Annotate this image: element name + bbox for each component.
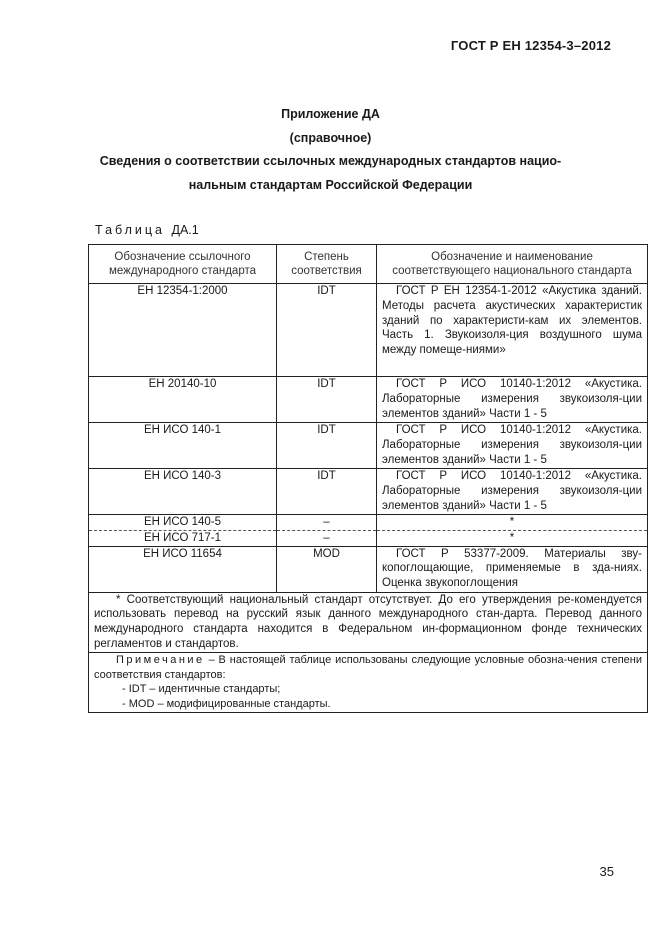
note-idt: - IDT – идентичные стандарты; (122, 683, 281, 696)
table-row (89, 546, 648, 592)
table-row (89, 469, 648, 515)
cell-ref: ЕН ИСО 140-3 (89, 469, 277, 515)
note-text: – В настоящей таблице использованы следующие условные обозна-чения степени соответствия стандартов: (94, 653, 642, 681)
table-note-row (89, 652, 648, 712)
cell-national: ГОСТ Р ЕН 12354-1-2012 «Акустика зданий. Методы расчета акустических характеристик зданий по характеристи-кам их элементов. Часть 1. Звукоизоля-ция воздушного шума между помеще-ниями» (377, 284, 648, 377)
cell-degree: – (277, 530, 377, 546)
appendix-heading-line-2: нальным стандартам Российской Федерации (188, 178, 473, 192)
cell-ref: ЕН 20140-10 (89, 377, 277, 423)
table-header-row (89, 245, 648, 284)
cell-degree: IDT (277, 469, 377, 515)
column-header-degree: Степень соответствия (277, 245, 377, 284)
cell-ref: ЕН ИСО 140-1 (89, 423, 277, 469)
note-mod: - MOD – модифицированные стандарты. (122, 698, 331, 711)
cell-national: * (377, 530, 648, 546)
table-label-number: ДА.1 (171, 223, 199, 237)
table-note (89, 652, 648, 712)
appendix-subtitle: (справочное) (289, 131, 372, 145)
cell-degree: IDT (277, 377, 377, 423)
cell-ref: ЕН ИСО 140-5 (89, 515, 277, 531)
table-label (95, 223, 199, 237)
column-header-national: Обозначение и наименование соответствующего национального стандарта (377, 245, 648, 284)
cell-national: ГОСТ Р ИСО 10140-1:2012 «Акустика. Лабораторные измерения звукоизоля-ции элементов зданий» Части 1 - 5 (377, 423, 648, 469)
appendix-title: Приложение ДА (281, 107, 380, 121)
cell-national: * (377, 515, 648, 531)
correspondence-table (88, 244, 648, 713)
cell-national: ГОСТ Р ИСО 10140-1:2012 «Акустика. Лабораторные измерения звукоизоля-ции элементов зданий» Части 1 - 5 (377, 377, 648, 423)
cell-ref: ЕН ИСО 717-1 (89, 530, 277, 546)
cell-national: ГОСТ Р ИСО 10140-1:2012 «Акустика. Лабораторные измерения звукоизоля-ции элементов зданий» Части 1 - 5 (377, 469, 648, 515)
cell-ref: ЕН 12354-1:2000 (89, 284, 277, 377)
table-row (89, 515, 648, 531)
table-label-prefix: Таблица (95, 223, 166, 237)
table-row (89, 423, 648, 469)
cell-degree: IDT (277, 284, 377, 377)
cell-national: ГОСТ Р 53377-2009. Материалы зву-копоглощающие, применяемые в зда-ниях. Оценка звукопоглощения (377, 546, 648, 592)
table-footnote: * Соответствующий национальный стандарт отсутствует. До его утверждения ре-комендуется использовать перевод на русский язык данного международного стан-дарта. Перевод данного международного стандарта находится в Федеральном ин-формационном фонде технических регламентов и стандартов. (89, 592, 648, 652)
cell-ref: ЕН ИСО 11654 (89, 546, 277, 592)
page-number: 35 (599, 864, 614, 879)
table-row (89, 530, 648, 546)
table-footnote-row (89, 592, 648, 652)
cell-degree: IDT (277, 423, 377, 469)
note-label: Примечание (116, 653, 205, 666)
cell-degree: – (277, 515, 377, 531)
column-header-ref: Обозначение ссылочного международного стандарта (89, 245, 277, 284)
appendix-heading-line-1: Сведения о соответствии ссылочных международных стандартов нацио- (99, 154, 562, 168)
cell-degree: MOD (277, 546, 377, 592)
table-row (89, 377, 648, 423)
document-designation: ГОСТ Р ЕН 12354-3–2012 (450, 38, 611, 53)
table-row (89, 284, 648, 377)
